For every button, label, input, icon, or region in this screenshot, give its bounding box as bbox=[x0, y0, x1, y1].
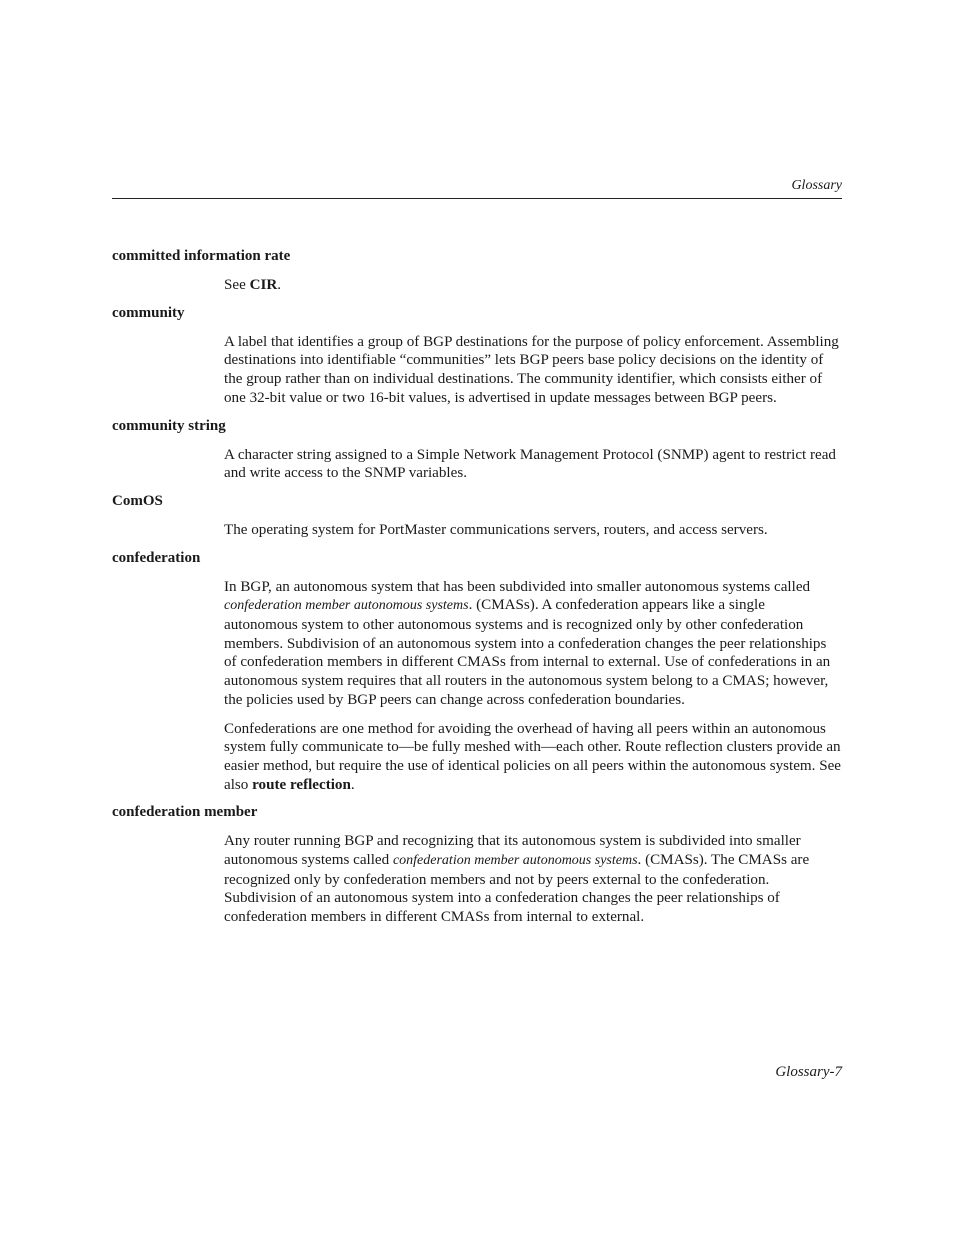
definition-text: . bbox=[350, 776, 355, 793]
definition-text: In BGP, an autonomous system that has been subdivided into smaller autonomous systems called bbox=[224, 578, 811, 595]
glossary-list bbox=[112, 247, 842, 936]
glossary-term: committed information rate bbox=[112, 248, 291, 264]
emphasized-term: confederation member autonomous systems bbox=[224, 598, 469, 614]
definition-paragraph: A label that identifies a group of BGP destinations for the purpose of policy enforcement. Assembling destinations into identifiable “communities” lets BGP peers base policy decisions on the identity of the group rather than on individual destinations. The community identifier, which consists either of one 32-bit value or two 16-bit values, is advertised in update messages between BGP peers. bbox=[224, 333, 839, 406]
glossary-definition bbox=[224, 276, 842, 295]
definition-paragraph bbox=[224, 276, 842, 295]
glossary-entry-comos bbox=[112, 492, 842, 540]
cross-reference-cir: CIR bbox=[249, 277, 278, 293]
glossary-entry-confederation-member bbox=[112, 803, 842, 927]
emphasized-term: confederation member autonomous systems bbox=[392, 853, 638, 869]
running-head: Glossary bbox=[791, 178, 842, 193]
definition-text: . (CMASs). A confederation appears like a single autonomous system to other autonomous systems and is recognized only by other confederation members. Subdivision of an autonomous system into a confederation changes the peer relationships of confederation members in different CMASs from internal to external. Use of confederations in an autonomous system requires that all routers in the autonomous system belong to a CMAS; however, the policies used by BGP peers can change across confederation boundaries. bbox=[224, 597, 831, 708]
definition-paragraph: The operating system for PortMaster communications servers, routers, and access servers. bbox=[224, 521, 768, 538]
glossary-definition bbox=[224, 832, 842, 927]
glossary-term: confederation member bbox=[112, 804, 258, 821]
glossary-term: confederation bbox=[112, 549, 201, 566]
glossary-entry-confederation bbox=[112, 549, 842, 795]
glossary-definition bbox=[224, 578, 842, 795]
header-rule bbox=[112, 198, 842, 199]
definition-text: Confederations are one method for avoiding the overhead of having all peers within an autonomous system fully communicate to—be fully meshed with—each other. Route reflection clusters provide an easier method, but require the use of identical policies on all peers within the autonomous system. See also bbox=[224, 720, 842, 793]
definition-text: See bbox=[224, 277, 250, 293]
glossary-term: ComOS bbox=[112, 492, 163, 509]
glossary-entry-community bbox=[112, 304, 842, 408]
definition-paragraph bbox=[224, 578, 842, 710]
glossary-definition bbox=[224, 521, 842, 540]
definition-text: Any router running BGP and recognizing that its autonomous system is subdivided into smaller autonomous systems called bbox=[224, 833, 801, 869]
glossary-entry-committed-information-rate bbox=[112, 247, 842, 295]
definition-paragraph bbox=[224, 720, 842, 795]
glossary-term: community bbox=[112, 304, 185, 321]
glossary-entry-community-string bbox=[112, 417, 842, 483]
glossary-term: community string bbox=[112, 417, 226, 434]
definition-text: . bbox=[277, 277, 282, 293]
definition-text: . (CMASs). The CMASs are recognized only by confederation members and not by peers external to the confederation. Subdivision of an autonomous system into a confederation changes the peer relationships of confederation members in different CMASs from internal to external. bbox=[224, 852, 810, 926]
glossary-definition bbox=[224, 333, 842, 408]
page-number: Glossary-7 bbox=[775, 1064, 842, 1080]
cross-reference-route-reflection: route reflection bbox=[252, 776, 351, 793]
glossary-definition bbox=[224, 446, 842, 483]
definition-paragraph bbox=[224, 832, 842, 927]
definition-paragraph: A character string assigned to a Simple Network Management Protocol (SNMP) agent to restrict read and write access to the SNMP variables. bbox=[224, 446, 836, 482]
